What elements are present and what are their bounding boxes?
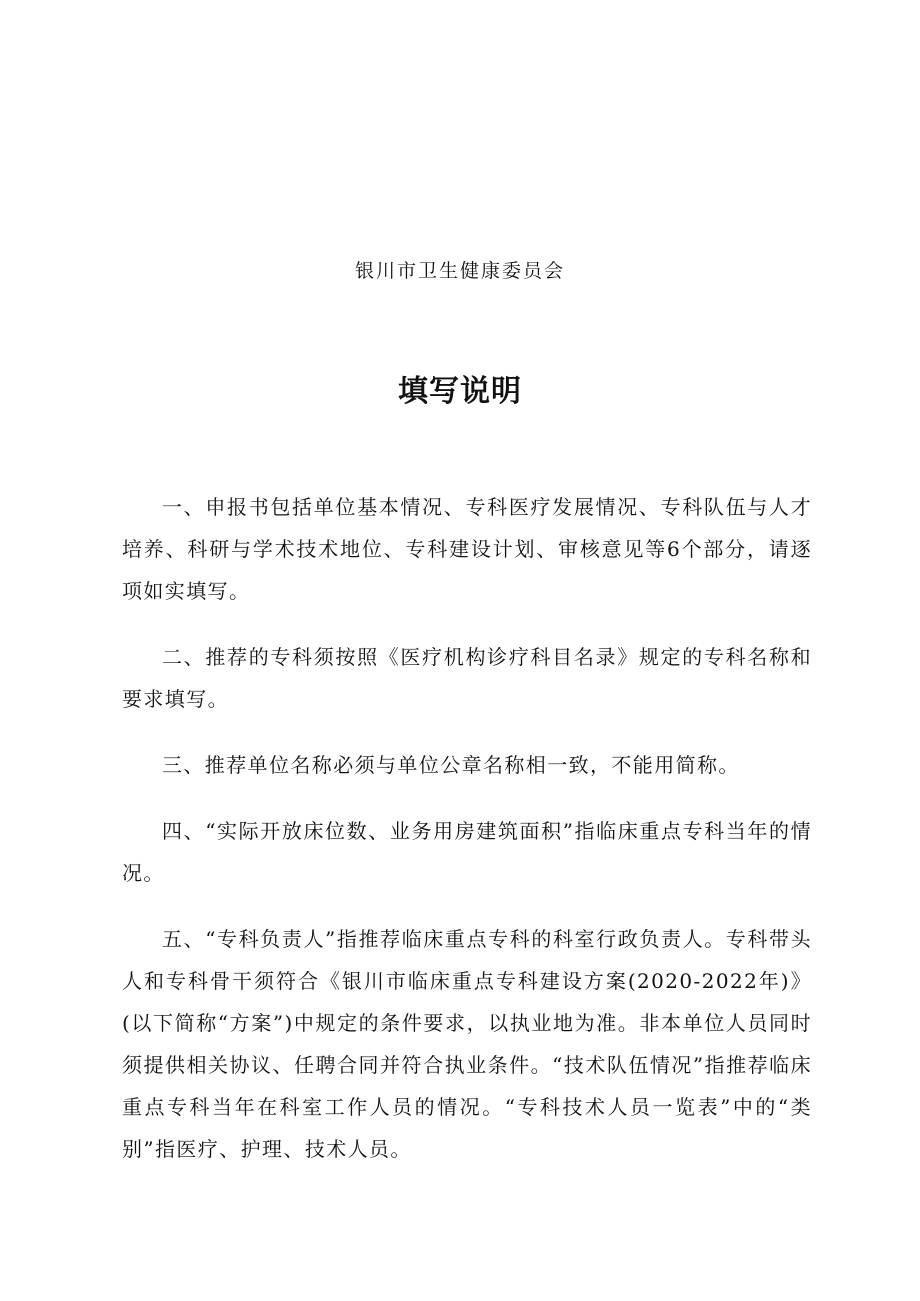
instruction-paragraph-5: 五、“专科负责人”指推荐临床重点专科的科室行政负责人。专科带头人和专科骨干须符合《银川市临床重点专科建设方案(2020-2022年)》(以下简称“方案”)中规定的条件要求，以执业地为准。非本单位人员同时须提供相关协议、任聘合同并符合执业条件。“技术队伍情况”指推荐临床重点专科当年在科室工作人员的情况。“专科技术人员一览表”中的“类别”指医疗、护理、技术人员。 xyxy=(122,927,812,1161)
organization-name: 银川市卫生健康委员会 xyxy=(354,260,565,282)
instruction-paragraph-2: 二、推荐的专科须按照《医疗机构诊疗科目名录》规定的专科名称和要求填写。 xyxy=(122,645,812,711)
instruction-paragraph-1: 一、申报书包括单位基本情况、专科医疗发展情况、专科队伍与人才培养、科研与学术技术地位、专科建设计划、审核意见等6个部分，请逐项如实填写。 xyxy=(122,495,812,603)
instruction-paragraph-3: 三、推荐单位名称必须与单位公章名称相一致，不能用简称。 xyxy=(162,753,740,777)
instruction-paragraph-4: 四、“实际开放床位数、业务用房建筑面积”指临床重点专科当年的情况。 xyxy=(122,819,812,885)
page-title: 填写说明 xyxy=(398,374,522,409)
instructions-body xyxy=(122,486,812,1194)
